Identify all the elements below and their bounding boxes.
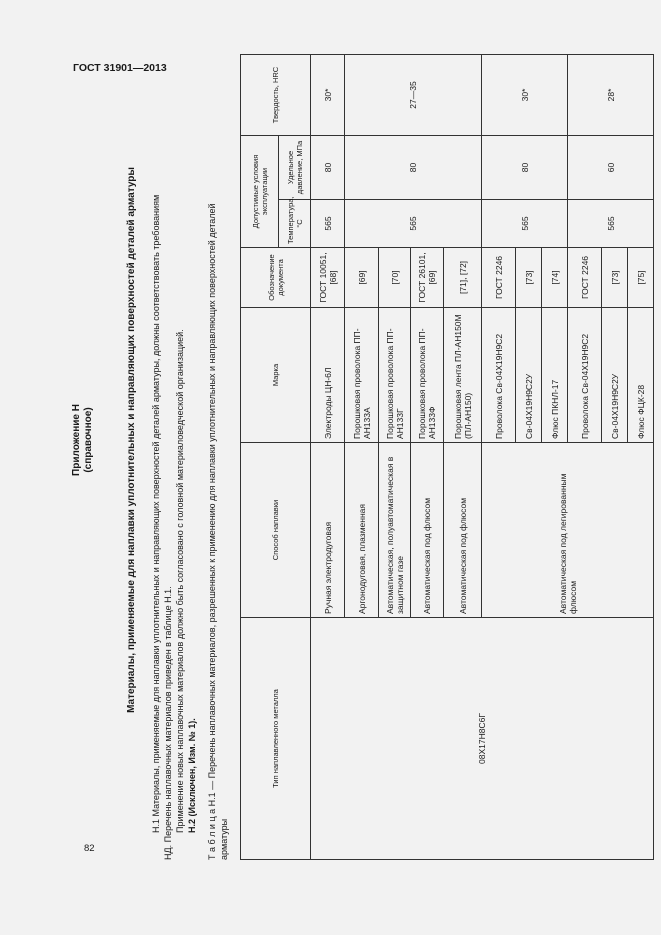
table-row: [311, 54, 345, 859]
doc-cell: ГОСТ 10051, [68]: [311, 248, 345, 308]
doc-cell: [75]: [628, 248, 654, 308]
table-caption-cont: арматуры: [219, 818, 229, 860]
appendix-kind: (справочное): [83, 407, 94, 473]
method-cell: Автоматическая, полуавтоматическая в защитном газе: [379, 443, 411, 618]
method-cell: Автоматическая под легированным флюсом: [482, 443, 654, 618]
rotated-content: [56, 20, 646, 860]
brand-cell: Проволока Св-04Х19Н9С2: [482, 308, 516, 443]
doc-cell: ГОСТ 2246: [482, 248, 516, 308]
page-number: 82: [84, 843, 95, 854]
doc-cell: [70]: [379, 248, 411, 308]
method-cell: Автоматическая под флюсом: [411, 443, 444, 618]
header-brand: Марка: [241, 308, 311, 443]
brand-cell: Порошковая проволока ПП-АН133Ф: [411, 308, 444, 443]
header-conditions: Допустимые условия эксплуатации: [241, 135, 279, 247]
header-hardness: Твердость, HRC: [241, 54, 311, 135]
doc-cell: [74]: [542, 248, 568, 308]
brand-cell: Св-04Х19Н9С2У: [516, 308, 542, 443]
header-metal-type: Тип наплавленного металла: [241, 618, 311, 860]
hardness-cell: 30*: [482, 54, 568, 135]
pressure-cell: 80: [482, 135, 568, 199]
doc-cell: ГОСТ 2246: [568, 248, 602, 308]
brand-cell: Проволока Св-04Х19Н9С2: [568, 308, 602, 443]
hardness-cell: 27—35: [345, 54, 482, 135]
pressure-cell: 60: [568, 135, 654, 199]
pressure-cell: 80: [345, 135, 482, 199]
paragraph-new-materials: Применение новых наплавочных материалов должно быть согласовано с головной материаловедческой организацией.: [175, 329, 185, 833]
method-cell: Ручная электродуговая: [311, 443, 345, 618]
header-method: Способ наплавки: [241, 443, 311, 618]
standard-header: ГОСТ 31901—2013: [73, 62, 167, 74]
header-temperature: Температура, °С: [279, 200, 311, 248]
header-pressure: Удельное давление, МПа: [279, 135, 311, 199]
brand-cell: Порошковая проволока ПП-АН133Г: [379, 308, 411, 443]
doc-cell: [69]: [345, 248, 379, 308]
appendix-name: Приложение Н: [71, 404, 82, 476]
paragraph-h2: Н.2 (Исключен, Изм. № 1).: [187, 718, 197, 833]
brand-cell: Флюс ПКНЛ-17: [542, 308, 568, 443]
hardness-cell: 30*: [311, 54, 345, 135]
doc-cell: [71], [72]: [444, 248, 482, 308]
temp-cell: 565: [568, 200, 654, 248]
brand-cell: Электроды ЦН-6Л: [311, 308, 345, 443]
paragraph-h1-cont: НД. Перечень наплавочных материалов приведен в таблице Н.1.: [163, 586, 173, 860]
temp-cell: 565: [345, 200, 482, 248]
header-document: Обозначение документа: [241, 248, 311, 308]
brand-cell: Флюс ФЦК-28: [628, 308, 654, 443]
doc-cell: [73]: [516, 248, 542, 308]
appendix-title: Материалы, применяемые для наплавки уплотнительных и направляющих поверхностей деталей арматуры: [126, 167, 137, 713]
doc-cell: ГОСТ 26101, [69]: [411, 248, 444, 308]
pressure-cell: 80: [311, 135, 345, 199]
method-cell: Автоматическая под флюсом: [444, 443, 482, 618]
metal-type-cell: 08Х17Н8С6Г: [311, 618, 654, 860]
table-caption: Т а б л и ц а Н.1 — Перечень наплавочных материалов, разрешенных к применению для наплавки уплотнительных и направляющих поверхностей деталей: [207, 203, 217, 860]
doc-cell: [73]: [602, 248, 628, 308]
brand-cell: Порошковая проволока ПП-АН133А: [345, 308, 379, 443]
brand-cell: Порошковая лента ПЛ-АН150М (ПЛ-АН150): [444, 308, 482, 443]
materials-table: [240, 54, 654, 860]
method-cell: Аргонодуговая, плазменная: [345, 443, 379, 618]
temp-cell: 565: [311, 200, 345, 248]
hardness-cell: 28*: [568, 54, 654, 135]
paragraph-h1: Н.1 Материалы, применяемые для наплавки уплотнительных и направляющих поверхностей деталей арматуры, должны соответствовать требованиям: [151, 194, 161, 833]
temp-cell: 565: [482, 200, 568, 248]
brand-cell: Св-04Х19Н9С2У: [602, 308, 628, 443]
